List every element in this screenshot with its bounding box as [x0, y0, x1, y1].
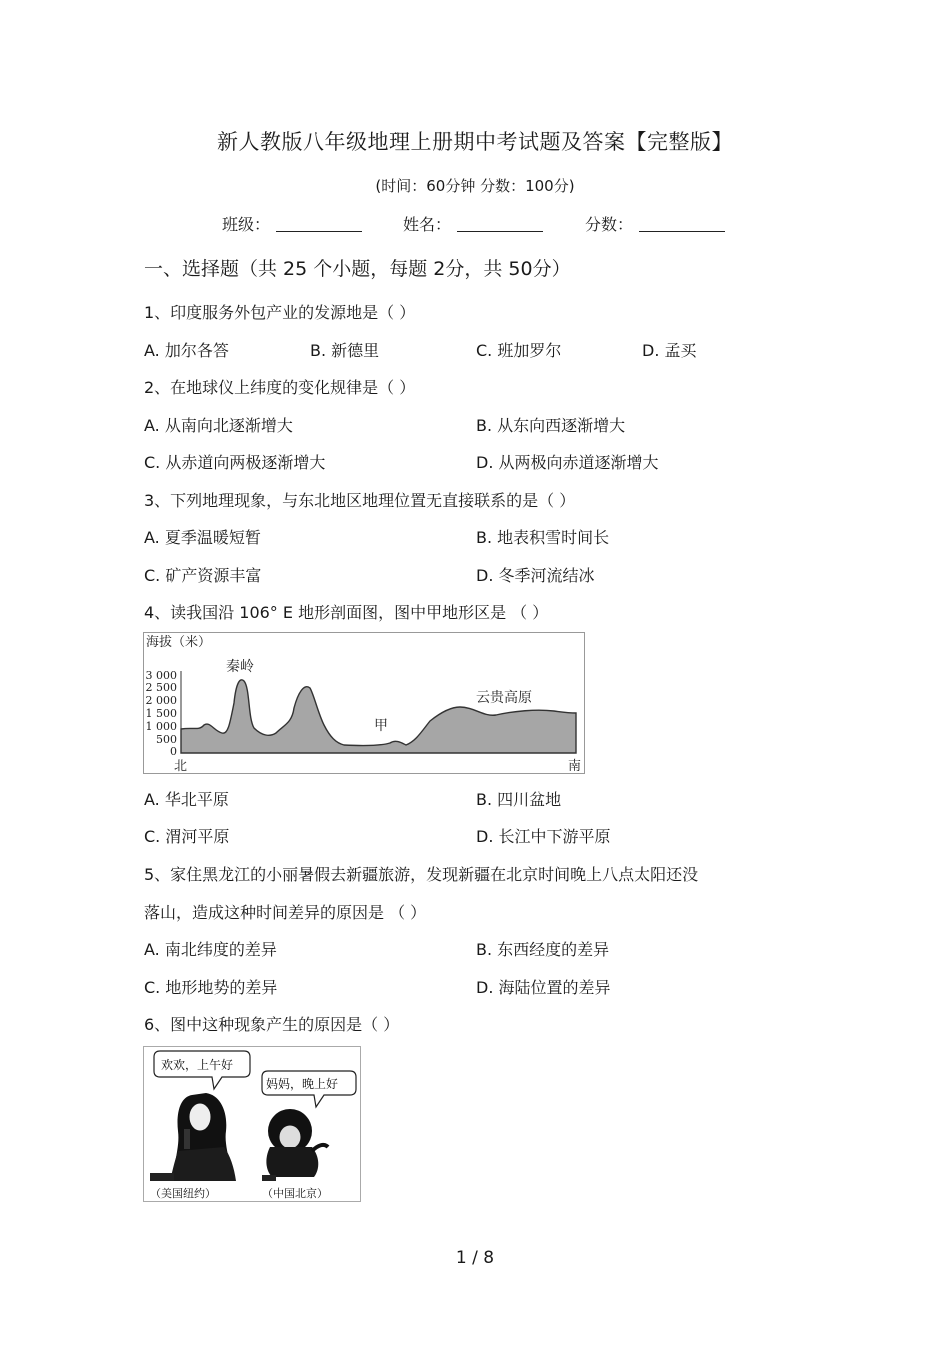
exam-time-score: (时间：60分钟 分数：100分) — [375, 177, 575, 195]
class-label: 班级： — [222, 215, 271, 234]
option-c: C. 班加罗尔 — [476, 341, 562, 360]
option-d: D. 海陆位置的差异 — [476, 978, 611, 997]
class-blank[interactable] — [276, 217, 362, 232]
terrain-profile-figure — [143, 632, 585, 774]
terrain-profile-svg — [144, 633, 584, 773]
label-qinling: 秦岭 — [226, 659, 254, 675]
question-stem: 4、读我国沿 106° E 地形剖面图，图中甲地形区是 （ ） — [144, 603, 549, 622]
ytick-label: 2 000 — [145, 694, 177, 707]
score-field[interactable] — [585, 212, 725, 235]
question-stem: 1、印度服务外包产业的发源地是（ ） — [144, 303, 416, 322]
ytick-label: 3 000 — [145, 669, 177, 682]
ytick-label: 2 500 — [145, 681, 177, 694]
ytick-label: 0 — [170, 745, 177, 758]
option-c: C. 从赤道向两极逐渐增大 — [144, 453, 326, 472]
option-c: C. 地形地势的差异 — [144, 978, 278, 997]
option-b: B. 从东向西逐渐增大 — [476, 416, 626, 435]
option-d: D. 冬季河流结冰 — [476, 566, 595, 585]
option-a: A. 加尔各答 — [144, 341, 229, 360]
profile-ylabel: 海拔（米） — [146, 635, 212, 650]
bubble-left-text: 欢欢，上午好 — [161, 1058, 234, 1072]
label-south: 南 — [568, 759, 582, 773]
option-b: B. 东西经度的差异 — [476, 940, 610, 959]
option-c: C. 矿产资源丰富 — [144, 566, 262, 585]
label-north: 北 — [174, 759, 188, 773]
option-b: B. 四川盆地 — [476, 790, 562, 809]
option-c: C. 渭河平原 — [144, 827, 230, 846]
time-difference-cartoon — [143, 1046, 361, 1202]
child-on-phone-illustration — [262, 1109, 328, 1181]
question-stem-line2: 落山，造成这种时间差异的原因是 （ ） — [144, 903, 427, 922]
score-blank[interactable] — [639, 217, 725, 232]
page-number: 1 / 8 — [455, 1248, 495, 1268]
page-title: 新人教版八年级地理上册期中考试题及答案【完整版】 — [217, 130, 733, 154]
option-a: A. 从南向北逐渐增大 — [144, 416, 293, 435]
question-stem: 3、下列地理现象，与东北地区地理位置无直接联系的是（ ） — [144, 491, 576, 510]
option-d: D. 从两极向赤道逐渐增大 — [476, 453, 659, 472]
option-b: B. 新德里 — [310, 341, 380, 360]
caption-new-york: （美国纽约） — [150, 1187, 216, 1200]
option-a: A. 华北平原 — [144, 790, 229, 809]
ytick-label: 1 000 — [145, 720, 177, 733]
caption-beijing: （中国北京） — [262, 1187, 328, 1200]
option-a: A. 夏季温暖短暂 — [144, 528, 261, 547]
name-field[interactable] — [403, 212, 543, 235]
name-label: 姓名： — [403, 215, 452, 234]
name-blank[interactable] — [457, 217, 543, 232]
section-heading: 一、选择题（共 25 个小题，每题 2分，共 50分） — [144, 258, 571, 280]
cartoon-svg — [144, 1047, 360, 1201]
option-a: A. 南北纬度的差异 — [144, 940, 277, 959]
option-d: D. 孟买 — [642, 341, 697, 360]
ytick-label: 1 500 — [145, 707, 177, 720]
question-stem-line1: 5、家住黑龙江的小丽暑假去新疆旅游，发现新疆在北京时间晚上八点太阳还没 — [144, 865, 699, 884]
score-label: 分数： — [585, 215, 634, 234]
ytick-label: 500 — [156, 733, 177, 746]
option-b: B. 地表积雪时间长 — [476, 528, 610, 547]
bubble-right-text: 妈妈，晚上好 — [266, 1077, 339, 1091]
label-jia: 甲 — [374, 718, 388, 734]
label-yungui: 云贵高原 — [476, 690, 532, 706]
option-d: D. 长江中下游平原 — [476, 827, 611, 846]
class-field[interactable] — [222, 212, 362, 235]
woman-on-phone-illustration — [150, 1093, 236, 1181]
question-stem: 6、图中这种现象产生的原因是（ ） — [144, 1015, 400, 1034]
question-stem: 2、在地球仪上纬度的变化规律是（ ） — [144, 378, 416, 397]
